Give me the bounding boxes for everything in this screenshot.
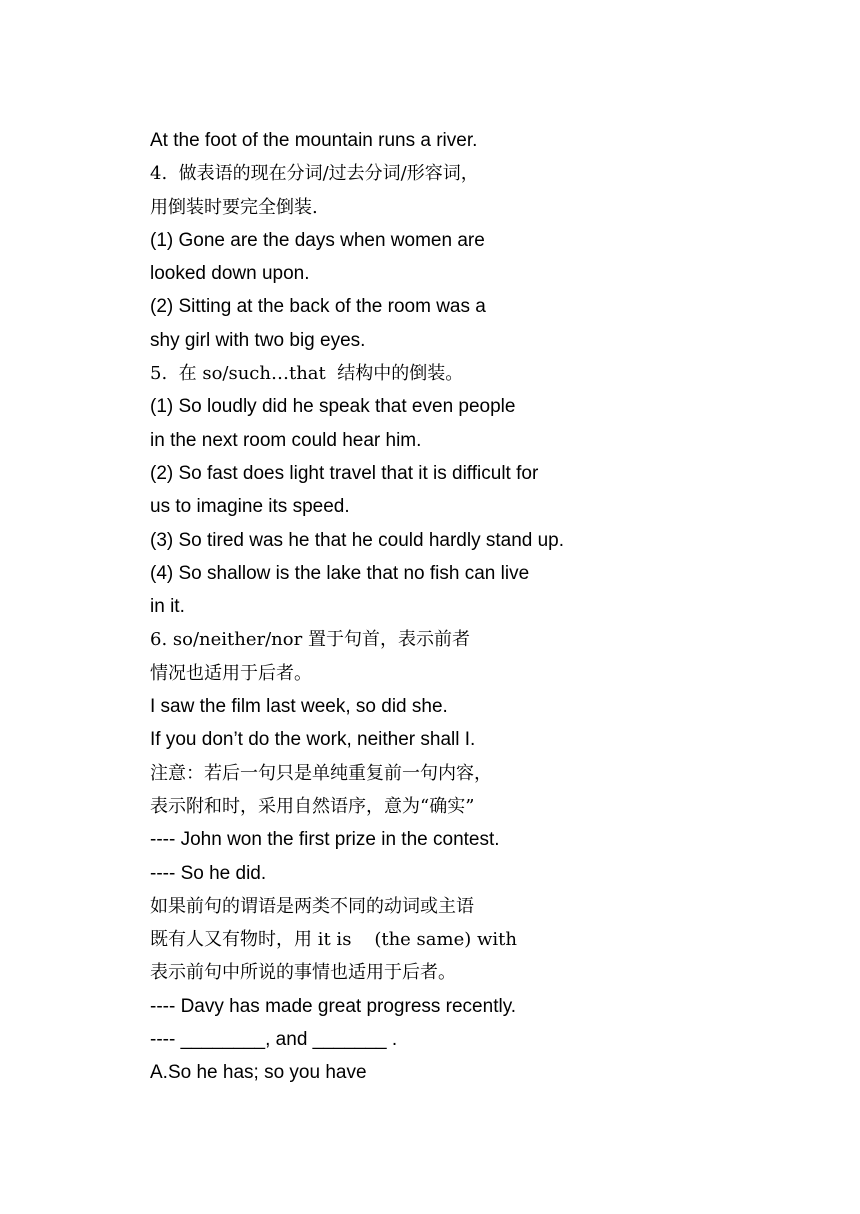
text-body: [150, 124, 830, 1090]
text-line: (1) So loudly did he speak that even people: [150, 396, 516, 418]
text-line: ---- So he did.: [150, 862, 267, 884]
text-line: I saw the film last week, so did she.: [150, 696, 448, 718]
text-line: 如果前句的谓语是两类不同的动词或主语: [150, 895, 474, 917]
text-line: 既有人又有物时，用 it is (the same) with: [150, 929, 517, 951]
text-line: 情况也适用于后者。: [150, 662, 312, 684]
text-line: (3) So tired was he that he could hardly stand up.: [150, 529, 565, 551]
text-line: (1) Gone are the days when women are: [150, 229, 485, 251]
text-line: 用倒装时要完全倒装.: [150, 196, 318, 218]
text-line: If you don’t do the work, neither shall I.: [150, 729, 476, 751]
text-line: (4) So shallow is the lake that no fish can live: [150, 562, 530, 584]
text-line: 表示前句中所说的事情也适用于后者。: [150, 962, 456, 984]
text-line: ---- Davy has made great progress recently.: [150, 995, 517, 1017]
text-line: in the next room could hear him.: [150, 429, 422, 451]
text-line: 6. so/neither/nor 置于句首，表示前者: [150, 629, 470, 651]
text-line: us to imagine its speed.: [150, 496, 350, 518]
text-line: 表示附和时，采用自然语序，意为“确实”: [150, 795, 475, 817]
text-line: 注意：若后一句只是单纯重复前一句内容，: [150, 762, 492, 784]
text-line: ---- ________, and _______ .: [150, 1029, 398, 1051]
text-line: shy girl with two big eyes.: [150, 329, 366, 351]
text-line: ---- John won the first prize in the contest.: [150, 829, 500, 851]
text-line: (2) Sitting at the back of the room was a: [150, 296, 486, 318]
text-line: (2) So fast does light travel that it is difficult for: [150, 462, 539, 484]
text-line: A.So he has; so you have: [150, 1062, 367, 1084]
text-line: looked down upon.: [150, 263, 310, 285]
text-line: At the foot of the mountain runs a river.: [150, 130, 478, 151]
text-line: 4. 做表语的现在分词/过去分词/形容词，: [150, 163, 479, 185]
text-line: 5. 在 so/such…that 结构中的倒装。: [150, 363, 464, 385]
text-line: in it.: [150, 596, 185, 618]
